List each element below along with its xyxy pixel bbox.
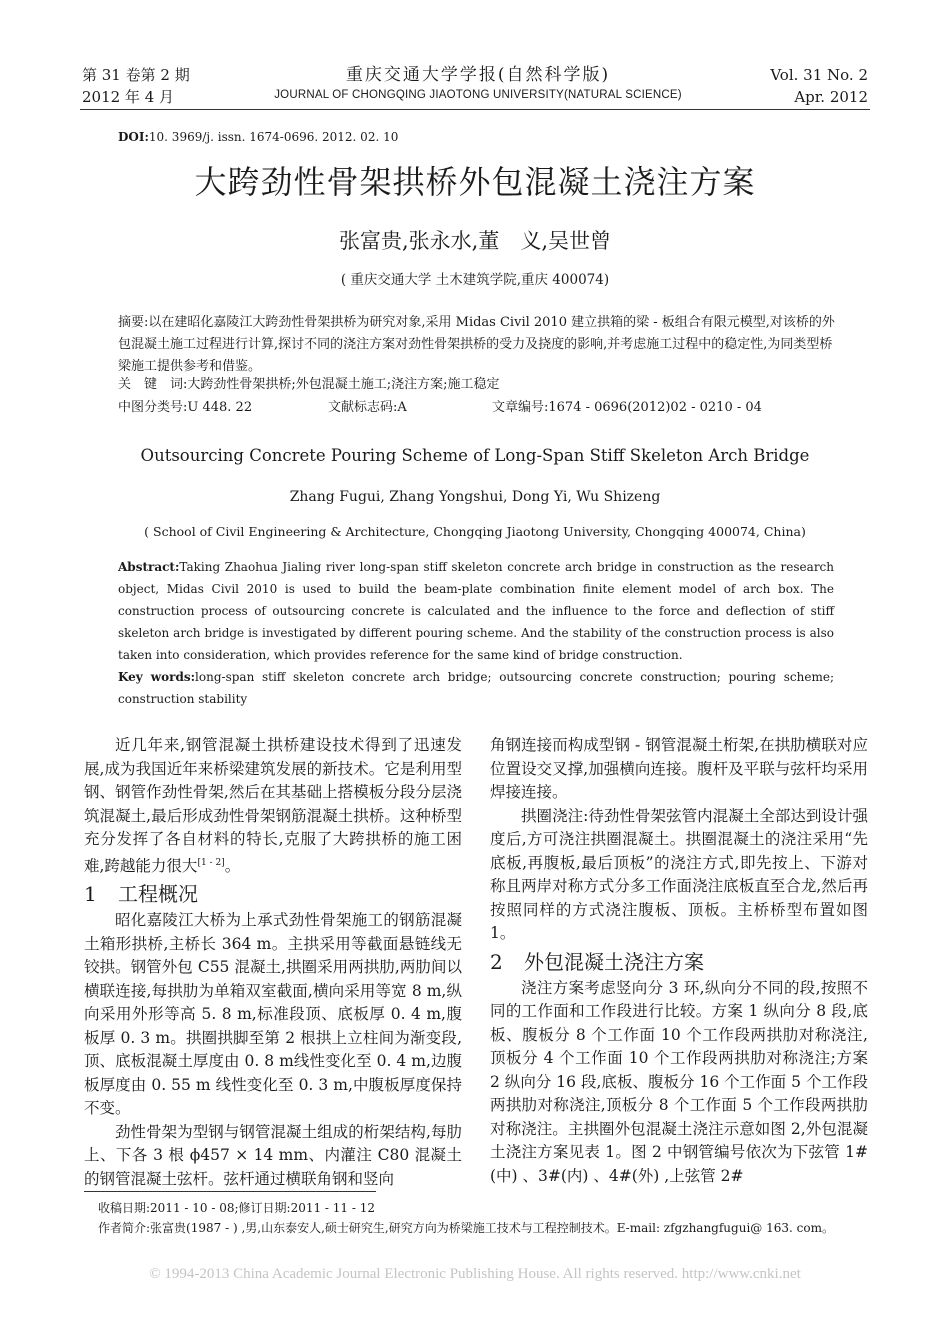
body-column-left: [84, 734, 462, 1191]
authors-cn: 张富贵,张永水,董 义,吴世曾: [338, 229, 612, 253]
header-divider: [80, 109, 870, 110]
authors-en: Zhang Fugui, Zhang Yongshui, Dong Yi, Wu Shizeng: [289, 489, 661, 505]
document-code: 文献标志码:A: [328, 400, 407, 415]
header-date-en: Apr. 2012: [794, 88, 868, 106]
section-number: 2: [490, 949, 503, 974]
keywords-en-text: long-span stiff skeleton concrete arch bridge; outsourcing concrete construction; pouring scheme; construction stability: [118, 670, 834, 706]
header-volume-en: Vol. 31 No. 2: [770, 66, 868, 84]
body-paragraph: 拱圈浇注:待劲性骨架弦管内混凝土全部达到设计强度后,方可浇注拱圈混凝土。拱圈混凝土的浇注采用“先底板,再腹板,最后顶板”的浇注方式,即先按上、下游对称且两岸对称方式分多工作面浇注底板直至合龙,然后再按照同样的方式浇注腹板、顶板。主桥桥型布置如图 1。: [490, 806, 868, 942]
article-number: 文章编号:1674 - 0696(2012)02 - 0210 - 04: [492, 400, 762, 415]
abstract-en-text: Taking Zhaohua Jialing river long-span stiff skeleton concrete arch bridge in construction as the research object, Midas Civil 2010 is used to build the beam-plate combination finite element model of arch box. The construction process of outsourcing concrete is calculated and the influence to the force and deflection of stiff skeleton arch bridge is investigated by different pouring scheme. And the stability of the construction process is also taken into consideration, which provides reference for the same kind of bridge construction.: [118, 560, 834, 662]
journal-name-en: JOURNAL OF CHONGQING JIAOTONG UNIVERSITY(NATURAL SCIENCE): [274, 89, 682, 101]
header-left: [82, 64, 190, 108]
section-heading-2: [490, 949, 868, 975]
paper-title-en: Outsourcing Concrete Pouring Scheme of Long-Span Stiff Skeleton Arch Bridge: [140, 446, 810, 465]
footnote-divider: [84, 1191, 376, 1192]
body-paragraph: 浇注方案考虑竖向分 3 环,纵向分不同的段,按照不同的工作面和工作段进行比较。方案 1 纵向分 8 段,底板、腹板分 8 个工作面 10 个工作段两拱肋对称浇注,顶板分 4 个工作面 10 个工作段两拱肋对称浇注;方案 2 纵向分 16 段,底板、腹板分 16 个工作面 5 个工作段两拱肋对称浇注,顶板分 8 个工作面 5 个工作段两拱肋对称浇注。主拱圈外包混凝土浇注示意如图 2,外包混凝土浇注方案见表 1。图 2 中钢管编号依次为下弦管 1#(中) 、3#(内) 、4#(外) ,上弦管 2#: [490, 978, 868, 1185]
intro-paragraph: 近几年来,钢管混凝土拱桥建设技术得到了迅速发展,成为我国近年来桥梁建筑发展的新技术。它是利用型钢、钢管作劲性骨架,然后在其基础上搭模板分段分层浇筑混凝土,最后形成劲性骨架钢筋混凝土拱桥。这种桥型充分发挥了各自材料的特长,克服了大跨拱桥的施工困难,跨越能力很大[1 - 2]。: [84, 736, 462, 875]
doi-value: 10. 3969/j. issn. 1674-0696. 2012. 02. 10: [148, 130, 399, 144]
doi-line: [118, 130, 398, 144]
body-paragraph: 角钢连接而构成型钢 - 钢管混凝土桁架,在拱肋横联对应位置设交叉撑,加强横向连接。腹杆及平联与弦杆均采用焊接连接。: [490, 736, 868, 801]
header-center: [240, 64, 716, 104]
abstract-en: [118, 556, 834, 666]
paper-title-cn: 大跨劲性骨架拱桥外包混凝土浇注方案: [194, 163, 756, 201]
body-paragraph: 昭化嘉陵江大桥为上承式劲性骨架施工的钢筋混凝土箱形拱桥,主桥长 364 m。主拱采用等截面悬链线无铰拱。钢管外包 C55 混凝土,拱圈采用两拱肋,两肋间以横联连接,每拱肋为单箱双室截面,横向采用等宽 8 m,纵向采用外形等高 5. 8 m,标准段顶、底板厚 0. 4 m,腹板厚 0. 3 m。拱圈拱脚至第 2 根拱上立柱间为渐变段,顶、底板混凝土厚度由 0. 8 m线性变化至 0. 4 m,边腹板厚度由 0. 55 m 线性变化至 0. 3 m,中腹板厚度保持不变。: [84, 911, 462, 1118]
copyright-notice: © 1994-2013 China Academic Journal Electronic Publishing House. All rights reserved. http://www.cnki.net: [149, 1266, 801, 1282]
section-number: 1: [84, 882, 97, 907]
keywords-en-label: Key words:: [118, 670, 196, 684]
body-column-right: [490, 734, 868, 1188]
footnote-author-bio: 作者简介:张富贵(1987 - ) ,男,山东泰安人,硕士研究生,研究方向为桥梁施工技术与工程控制技术。E-mail: zfgzhangfugui@ 163. com。: [98, 1221, 834, 1235]
section-title: 工程概况: [118, 882, 198, 907]
keywords-en: [118, 666, 834, 710]
abstract-cn: 摘要:以在建昭化嘉陵江大跨劲性骨架拱桥为研究对象,采用 Midas Civil 2010 建立拱箱的梁 - 板组合有限元模型,对该桥的外包混凝土施工过程进行计算,探讨不同的浇注方案对劲性骨架拱桥的受力及挠度的影响,并考虑施工过程中的稳定性,为同类型桥梁施工提供参考和借鉴。: [118, 315, 835, 374]
journal-name-cn: 重庆交通大学学报(自然科学版): [345, 65, 611, 85]
affiliation-cn: ( 重庆交通大学 土木建筑学院,重庆 400074): [340, 272, 610, 288]
citation-ref: [1 - 2]: [197, 857, 225, 868]
affiliation-en: ( School of Civil Engineering & Architecture, Chongqing Jiaotong University, Chongqing 400074, China): [144, 524, 806, 539]
header-volume-cn: 第 31 卷第 2 期: [82, 66, 190, 84]
doi-label: DOI:: [118, 130, 149, 144]
header-date-cn: 2012 年 4 月: [82, 88, 175, 106]
clc-number: 中图分类号:U 448. 22: [118, 400, 253, 415]
body-paragraph: 劲性骨架为型钢与钢管混凝土组成的桁架结构,每肋上、下各 3 根 ϕ457 × 14 mm、内灌注 C80 混凝土的钢管混凝土弦杆。弦杆通过横联角钢和竖向: [84, 1122, 462, 1188]
abstract-en-label: Abstract:: [118, 560, 180, 574]
keywords-cn: 关 键 词:大跨劲性骨架拱桥;外包混凝土施工;浇注方案;施工稳定: [118, 377, 500, 392]
section-heading-1: [84, 881, 462, 907]
footnote-dates: 收稿日期:2011 - 10 - 08;修订日期:2011 - 11 - 12: [98, 1201, 376, 1215]
section-title: 外包混凝土浇注方案: [524, 949, 704, 974]
header-right: [770, 64, 868, 108]
